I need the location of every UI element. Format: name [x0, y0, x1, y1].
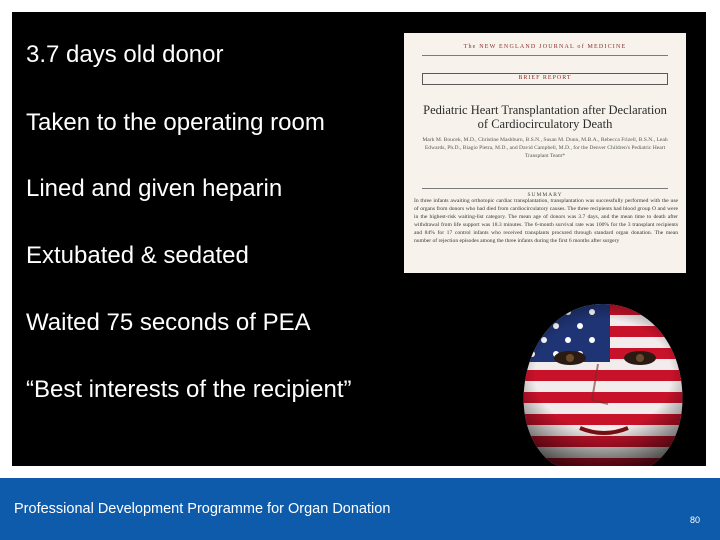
summary-label: SUMMARY — [527, 192, 563, 198]
bullet-extubated: Extubated & sedated — [26, 242, 249, 269]
bullet-heparin: Lined and given heparin — [26, 175, 283, 202]
article-authors: Mark M. Boucek, M.D., Christine Mashburn, B.S.N., Susan M. Dunn, M.B.A., Rebecca Frizell, B.S.N., Leah Edwards, Ph.D., Biagio Pietra, M.D., and David Campbell, M.D., for the Denver Children's Pediatric Heart Transplant Team* — [422, 137, 668, 159]
bullet-best-interests: “Best interests of the recipient” — [26, 376, 352, 403]
footer-bar — [0, 478, 720, 540]
flag-face-image — [500, 300, 706, 466]
page-number: 80 — [690, 515, 701, 525]
bullet-operating-room: Taken to the operating room — [26, 109, 325, 136]
summary-rule — [422, 188, 668, 189]
programme-title: Professional Development Programme for Organ Donation — [14, 501, 391, 517]
bullet-donor-age: 3.7 days old donor — [26, 41, 224, 68]
article-title: Pediatric Heart Transplantation after Declaration of Cardiocirculatory Death — [423, 103, 667, 131]
journal-name: The NEW ENGLAND JOURNAL of MEDICINE — [463, 44, 627, 50]
bullet-waited: Waited 75 seconds of PEA — [26, 309, 311, 336]
brief-report-box — [422, 73, 668, 85]
article-abstract: In three infants awaiting orthotopic cardiac transplantation, transplantation was successfully performed with the use of organs from donors who had died from cardiocirculatory causes. The three recipients had blood group O and were in the highest-risk waiting-list category. The mean age of donors was 3.7 days, and the mean time to death after withdrawal from life support was 18.3 minutes. The 6-month survival rate was 100% for the 3 transplant recipients and 84% for 17 control infants who received transplants procured through standard organ donation. The mean number of rejection episodes among the three infants during the first 6 months after surgery — [414, 198, 678, 244]
journal-rule — [422, 55, 668, 56]
journal-article-image — [404, 33, 686, 273]
brief-report-label: BRIEF REPORT — [518, 75, 572, 81]
